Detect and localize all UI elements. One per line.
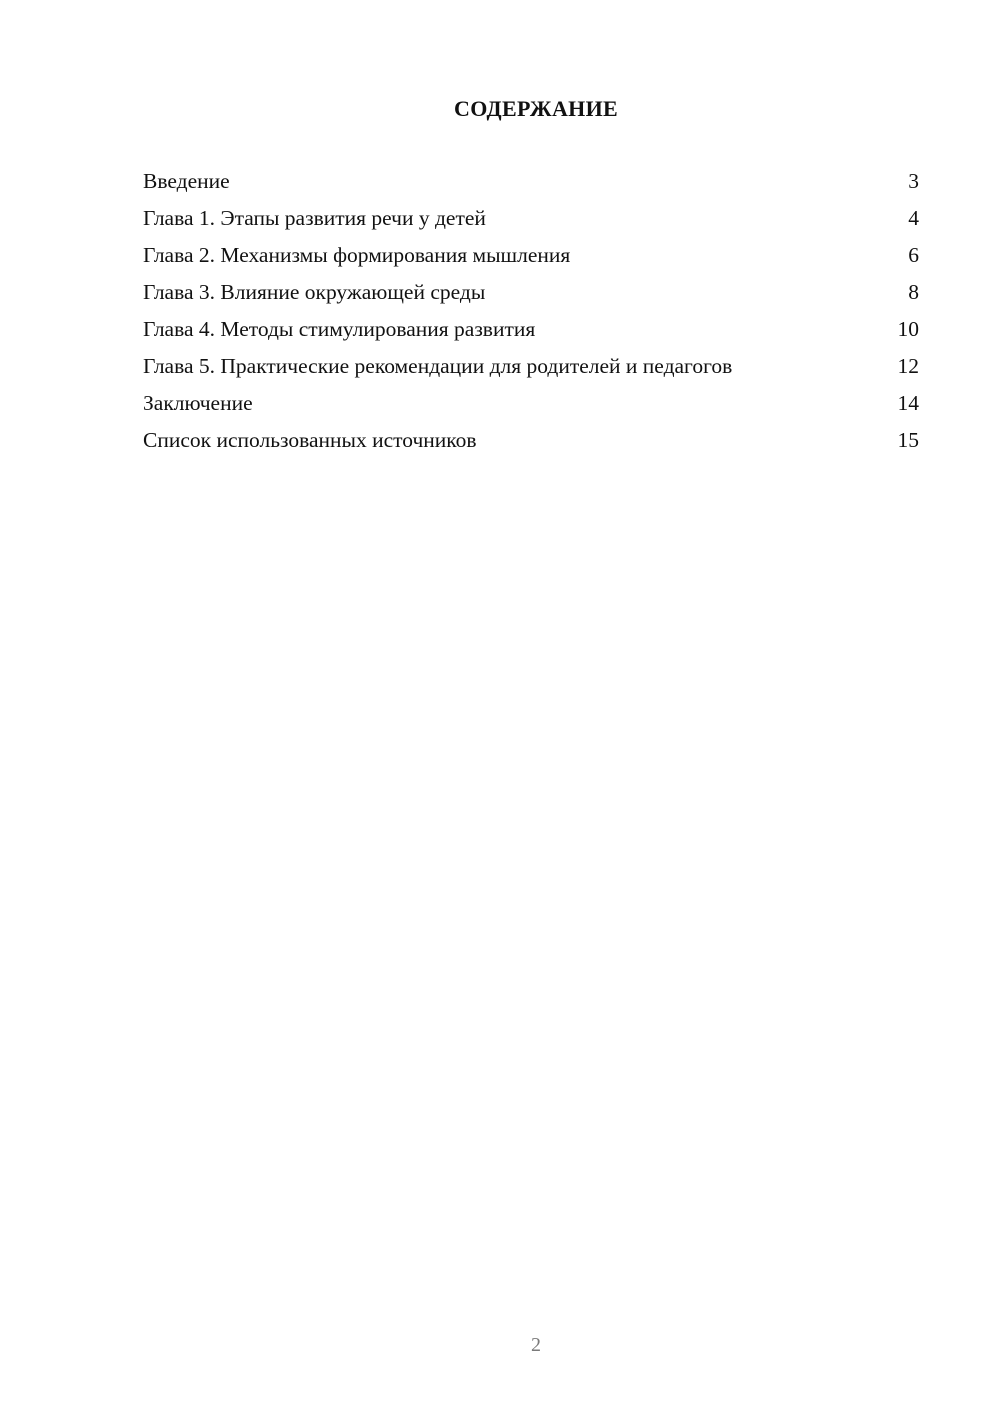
toc-entry-label: Глава 3. Влияние окружающей среды — [143, 280, 486, 304]
toc-entry-page-number: 14 — [897, 391, 919, 415]
toc-entry-chapter-5[interactable] — [143, 353, 919, 380]
toc-entry-chapter-4[interactable] — [143, 316, 919, 343]
toc-entry-conclusion[interactable] — [143, 390, 919, 417]
toc-entry-label: Введение — [143, 169, 230, 193]
toc-entry-page-number: 10 — [897, 317, 919, 341]
toc-entry-page-number: 15 — [897, 428, 919, 452]
toc-title: СОДЕРЖАНИЕ — [454, 96, 618, 121]
toc-entry-chapter-3[interactable] — [143, 279, 919, 306]
toc-entry-label: Глава 2. Механизмы формирования мышления — [143, 243, 571, 267]
toc-entry-chapter-1[interactable] — [143, 205, 919, 232]
page-number: 2 — [531, 1334, 541, 1356]
toc-entry-label: Глава 4. Методы стимулирования развития — [143, 317, 536, 341]
toc-entry-page-number: 6 — [908, 243, 919, 267]
table-of-contents — [143, 168, 919, 464]
toc-entry-references[interactable] — [143, 427, 919, 454]
toc-entry-label: Список использованных источников — [143, 428, 477, 452]
toc-entry-page-number: 8 — [908, 280, 919, 304]
toc-entry-page-number: 12 — [897, 354, 919, 378]
toc-entry-label: Глава 1. Этапы развития речи у детей — [143, 206, 486, 230]
toc-entry-label: Глава 5. Практические рекомендации для родителей и педагогов — [143, 354, 733, 378]
toc-entry-introduction[interactable] — [143, 168, 919, 195]
toc-entry-page-number: 3 — [908, 169, 919, 193]
toc-entry-chapter-2[interactable] — [143, 242, 919, 269]
toc-entry-page-number: 4 — [908, 206, 919, 230]
toc-entry-label: Заключение — [143, 391, 253, 415]
